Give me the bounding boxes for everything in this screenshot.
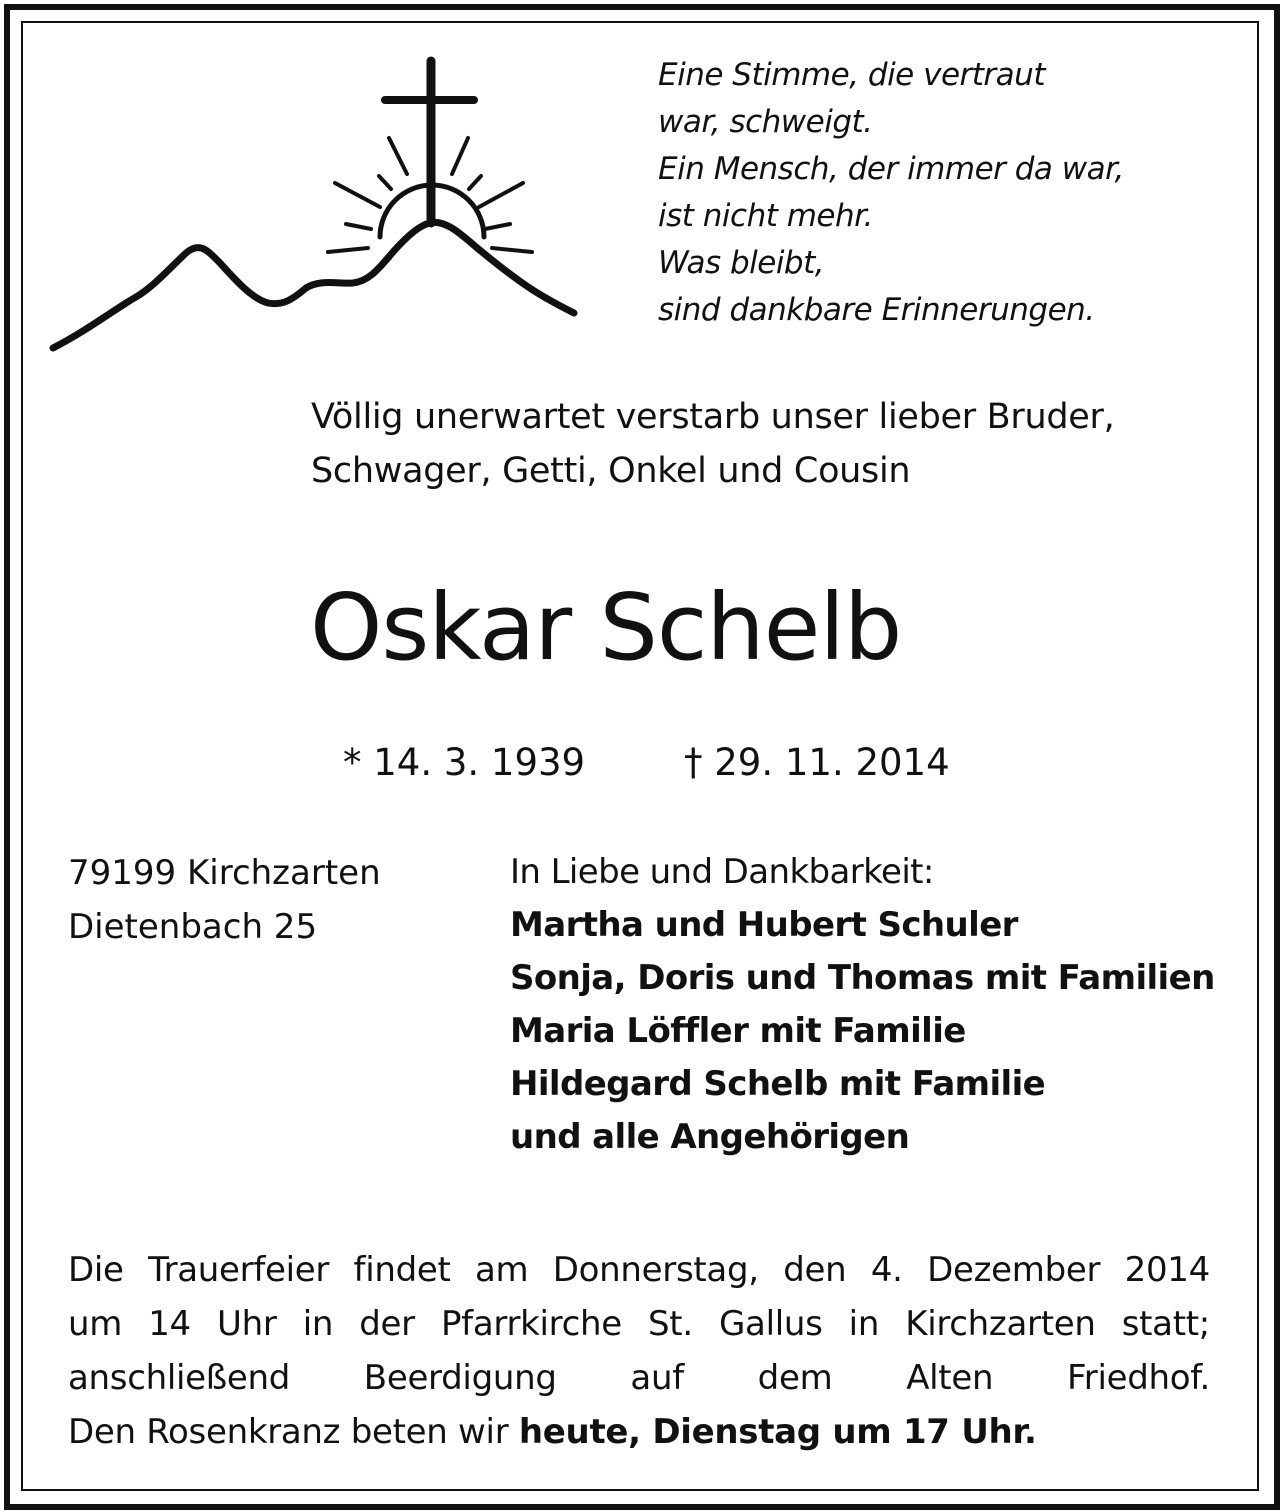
service-word: anschließend: [68, 1358, 291, 1398]
address: [68, 846, 381, 954]
service-word: Friedhof.: [1066, 1358, 1210, 1398]
service-word: 14: [148, 1304, 191, 1344]
service-line-1: [68, 1243, 1210, 1297]
service-line-4: [68, 1405, 1210, 1459]
mourners-list: [510, 846, 1215, 1164]
service-word: am: [474, 1250, 529, 1290]
service-word: auf: [630, 1358, 684, 1398]
mourner-name: Hildegard Schelb mit Familie: [510, 1064, 1046, 1104]
service-word: Trauerfeier: [148, 1250, 330, 1290]
address-line: Dietenbach 25: [68, 907, 318, 947]
mourner-name: und alle Angehörigen: [510, 1117, 910, 1157]
mourner-name: Martha und Hubert Schuler: [510, 905, 1018, 945]
address-line: 79199 Kirchzarten: [68, 853, 381, 893]
deceased-name: Oskar Schelb: [310, 574, 902, 681]
poem: [658, 52, 1124, 334]
service-word: 4.: [870, 1250, 903, 1290]
service-word: den: [783, 1250, 847, 1290]
death-date: † 29. 11. 2014: [684, 741, 950, 784]
mourner-name: Maria Löffler mit Familie: [510, 1011, 966, 1051]
service-word: 2014: [1124, 1250, 1210, 1290]
cross-sunrise-mountains-icon: [48, 55, 578, 355]
rosary-text: Den Rosenkranz beten wir: [68, 1412, 519, 1452]
poem-line: Ein Mensch, der immer da war,: [658, 151, 1124, 187]
service-word: Dezember: [927, 1250, 1101, 1290]
birth-date: * 14. 3. 1939: [343, 741, 586, 784]
rosary-time: heute, Dienstag um 17 Uhr.: [518, 1412, 1037, 1452]
poem-line: Eine Stimme, die vertraut: [658, 57, 1045, 93]
service-word: Uhr: [217, 1304, 277, 1344]
service-word: in: [302, 1304, 334, 1344]
intro-text: [311, 390, 1114, 498]
service-word: um: [68, 1304, 123, 1344]
service-word: Die: [68, 1250, 124, 1290]
service-word: Kirchzarten: [905, 1304, 1096, 1344]
service-word: der: [359, 1304, 415, 1344]
service-word: St.: [648, 1304, 693, 1344]
service-word: in: [848, 1304, 880, 1344]
poem-line: sind dankbare Erinnerungen.: [658, 292, 1095, 328]
mourners-heading: In Liebe und Dankbarkeit:: [510, 852, 934, 892]
poem-line: ist nicht mehr.: [658, 198, 873, 234]
intro-line: Schwager, Getti, Onkel und Cousin: [311, 451, 911, 491]
service-announcement: [68, 1243, 1210, 1459]
intro-line: Völlig unerwartet verstarb unser lieber Bruder,: [311, 397, 1115, 437]
service-word: statt;: [1121, 1304, 1210, 1344]
service-word: Beerdigung: [363, 1358, 557, 1398]
service-line-3: [68, 1351, 1210, 1405]
service-word: Donnerstag,: [552, 1250, 759, 1290]
service-word: dem: [757, 1358, 833, 1398]
mourner-name: Sonja, Doris und Thomas mit Familien: [510, 958, 1215, 998]
service-word: findet: [353, 1250, 451, 1290]
poem-line: war, schweigt.: [658, 104, 873, 140]
service-word: Gallus: [718, 1304, 823, 1344]
service-line-2: [68, 1297, 1210, 1351]
poem-line: Was bleibt,: [658, 245, 825, 281]
service-word: Alten: [906, 1358, 994, 1398]
service-word: Pfarrkirche: [440, 1304, 622, 1344]
